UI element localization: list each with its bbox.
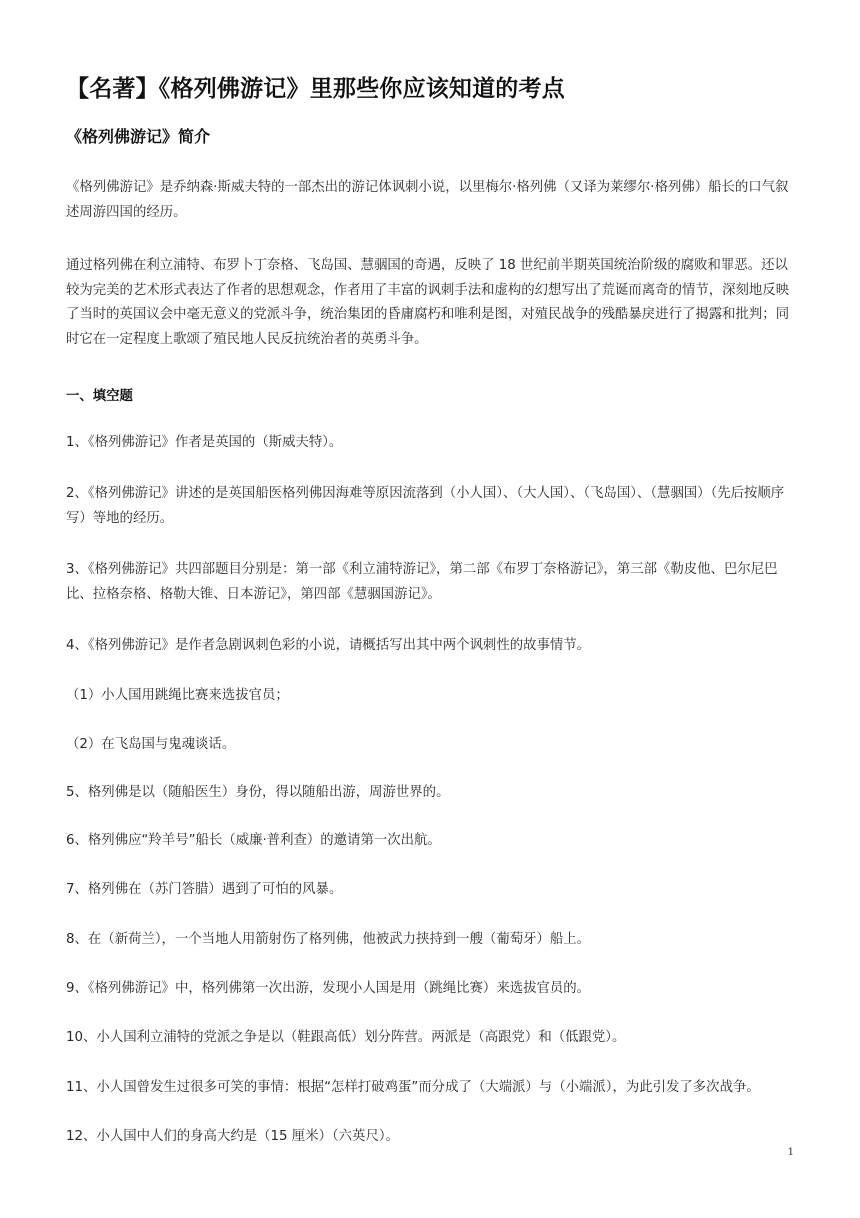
question-sub-item: （1）小人国用跳绳比赛来选拔官员； — [66, 688, 289, 703]
question-item: 5、格列佛是以（随船医生）身份，得以随船出游，周游世界的。 — [66, 785, 450, 800]
question-item: 7、格列佛在（苏门答腊）遇到了可怕的风暴。 — [66, 882, 343, 897]
question-item: 12、小人国中人们的身高大约是（15 厘米）（六英尺）。 — [66, 1129, 399, 1144]
question-item: 8、在（新荷兰），一个当地人用箭射伤了格列佛，他被武力挟持到一艘（葡萄牙）船上。 — [66, 932, 591, 947]
question-item: 6、格列佛应“羚羊号”船长（威廉·普利查）的邀请第一次出航。 — [66, 833, 441, 848]
question-sub-item: （2）在飞岛国与鬼魂谈话。 — [66, 737, 236, 752]
question-item: 3、《格列佛游记》共四部题目分别是：第一部《利立浦特游记》，第二部《布罗丁奈格游记》，第三部《勒皮他、巴尔尼巴比、拉格奈格、格勒大锥、日本游记》，第四部《慧骃国游记》。 — [66, 562, 778, 602]
intro-paragraph-2: 通过格列佛在利立浦特、布罗卜丁奈格、飞岛国、慧骃国的奇遇，反映了 18 世纪前半期英国统治阶级的腐败和罪恶。还以较为完美的艺术形式表达了作者的思想观念，作者用了丰富的讽刺手法和虚构的幻想写出了荒诞而离奇的情节，深刻地反映了当时的英国议会中毫无意义的党派斗争，统治集团的昏庸腐朽和唯利是图，对殖民战争的残酷暴戾进行了揭露和批判；同时它在一定程度上歌颂了殖民地人民反抗统治者的英勇斗争。 — [66, 258, 790, 347]
document-title: 【名著】《格列佛游记》里那些你应该知道的考点 — [66, 76, 565, 102]
intro-paragraph-1: 《格列佛游记》是乔纳森·斯威夫特的一部杰出的游记体讽刺小说，以里梅尔·格列佛（又译为莱缪尔·格列佛）船长的口气叙述周游四国的经历。 — [66, 180, 789, 220]
question-item: 1、《格列佛游记》作者是英国的（斯威夫特）。 — [66, 435, 343, 450]
question-item: 10、小人国利立浦特的党派之争是以（鞋跟高低）划分阵营。两派是（高跟党）和（低跟党）。 — [66, 1030, 626, 1045]
question-item: 4、《格列佛游记》是作者急剧讽刺色彩的小说，请概括写出其中两个讽刺性的故事情节。 — [66, 638, 591, 653]
section-heading: 一、填空题 — [66, 389, 133, 404]
question-item: 2、《格列佛游记》讲述的是英国船医格列佛因海难等原因流落到（小人国）、（大人国）、（飞岛国）、（慧骃国）（先后按顺序写）等地的经历。 — [66, 486, 785, 526]
question-item: 11、小人国曾发生过很多可笑的事情：根据“怎样打破鸡蛋”而分成了（大端派）与（小端派），为此引发了多次战争。 — [66, 1080, 760, 1095]
page-number: 1 — [787, 1147, 794, 1158]
section-subtitle: 《格列佛游记》简介 — [66, 127, 211, 146]
question-item: 9、《格列佛游记》中，格列佛第一次出游，发现小人国是用（跳绳比赛）来选拔官员的。 — [66, 981, 591, 996]
